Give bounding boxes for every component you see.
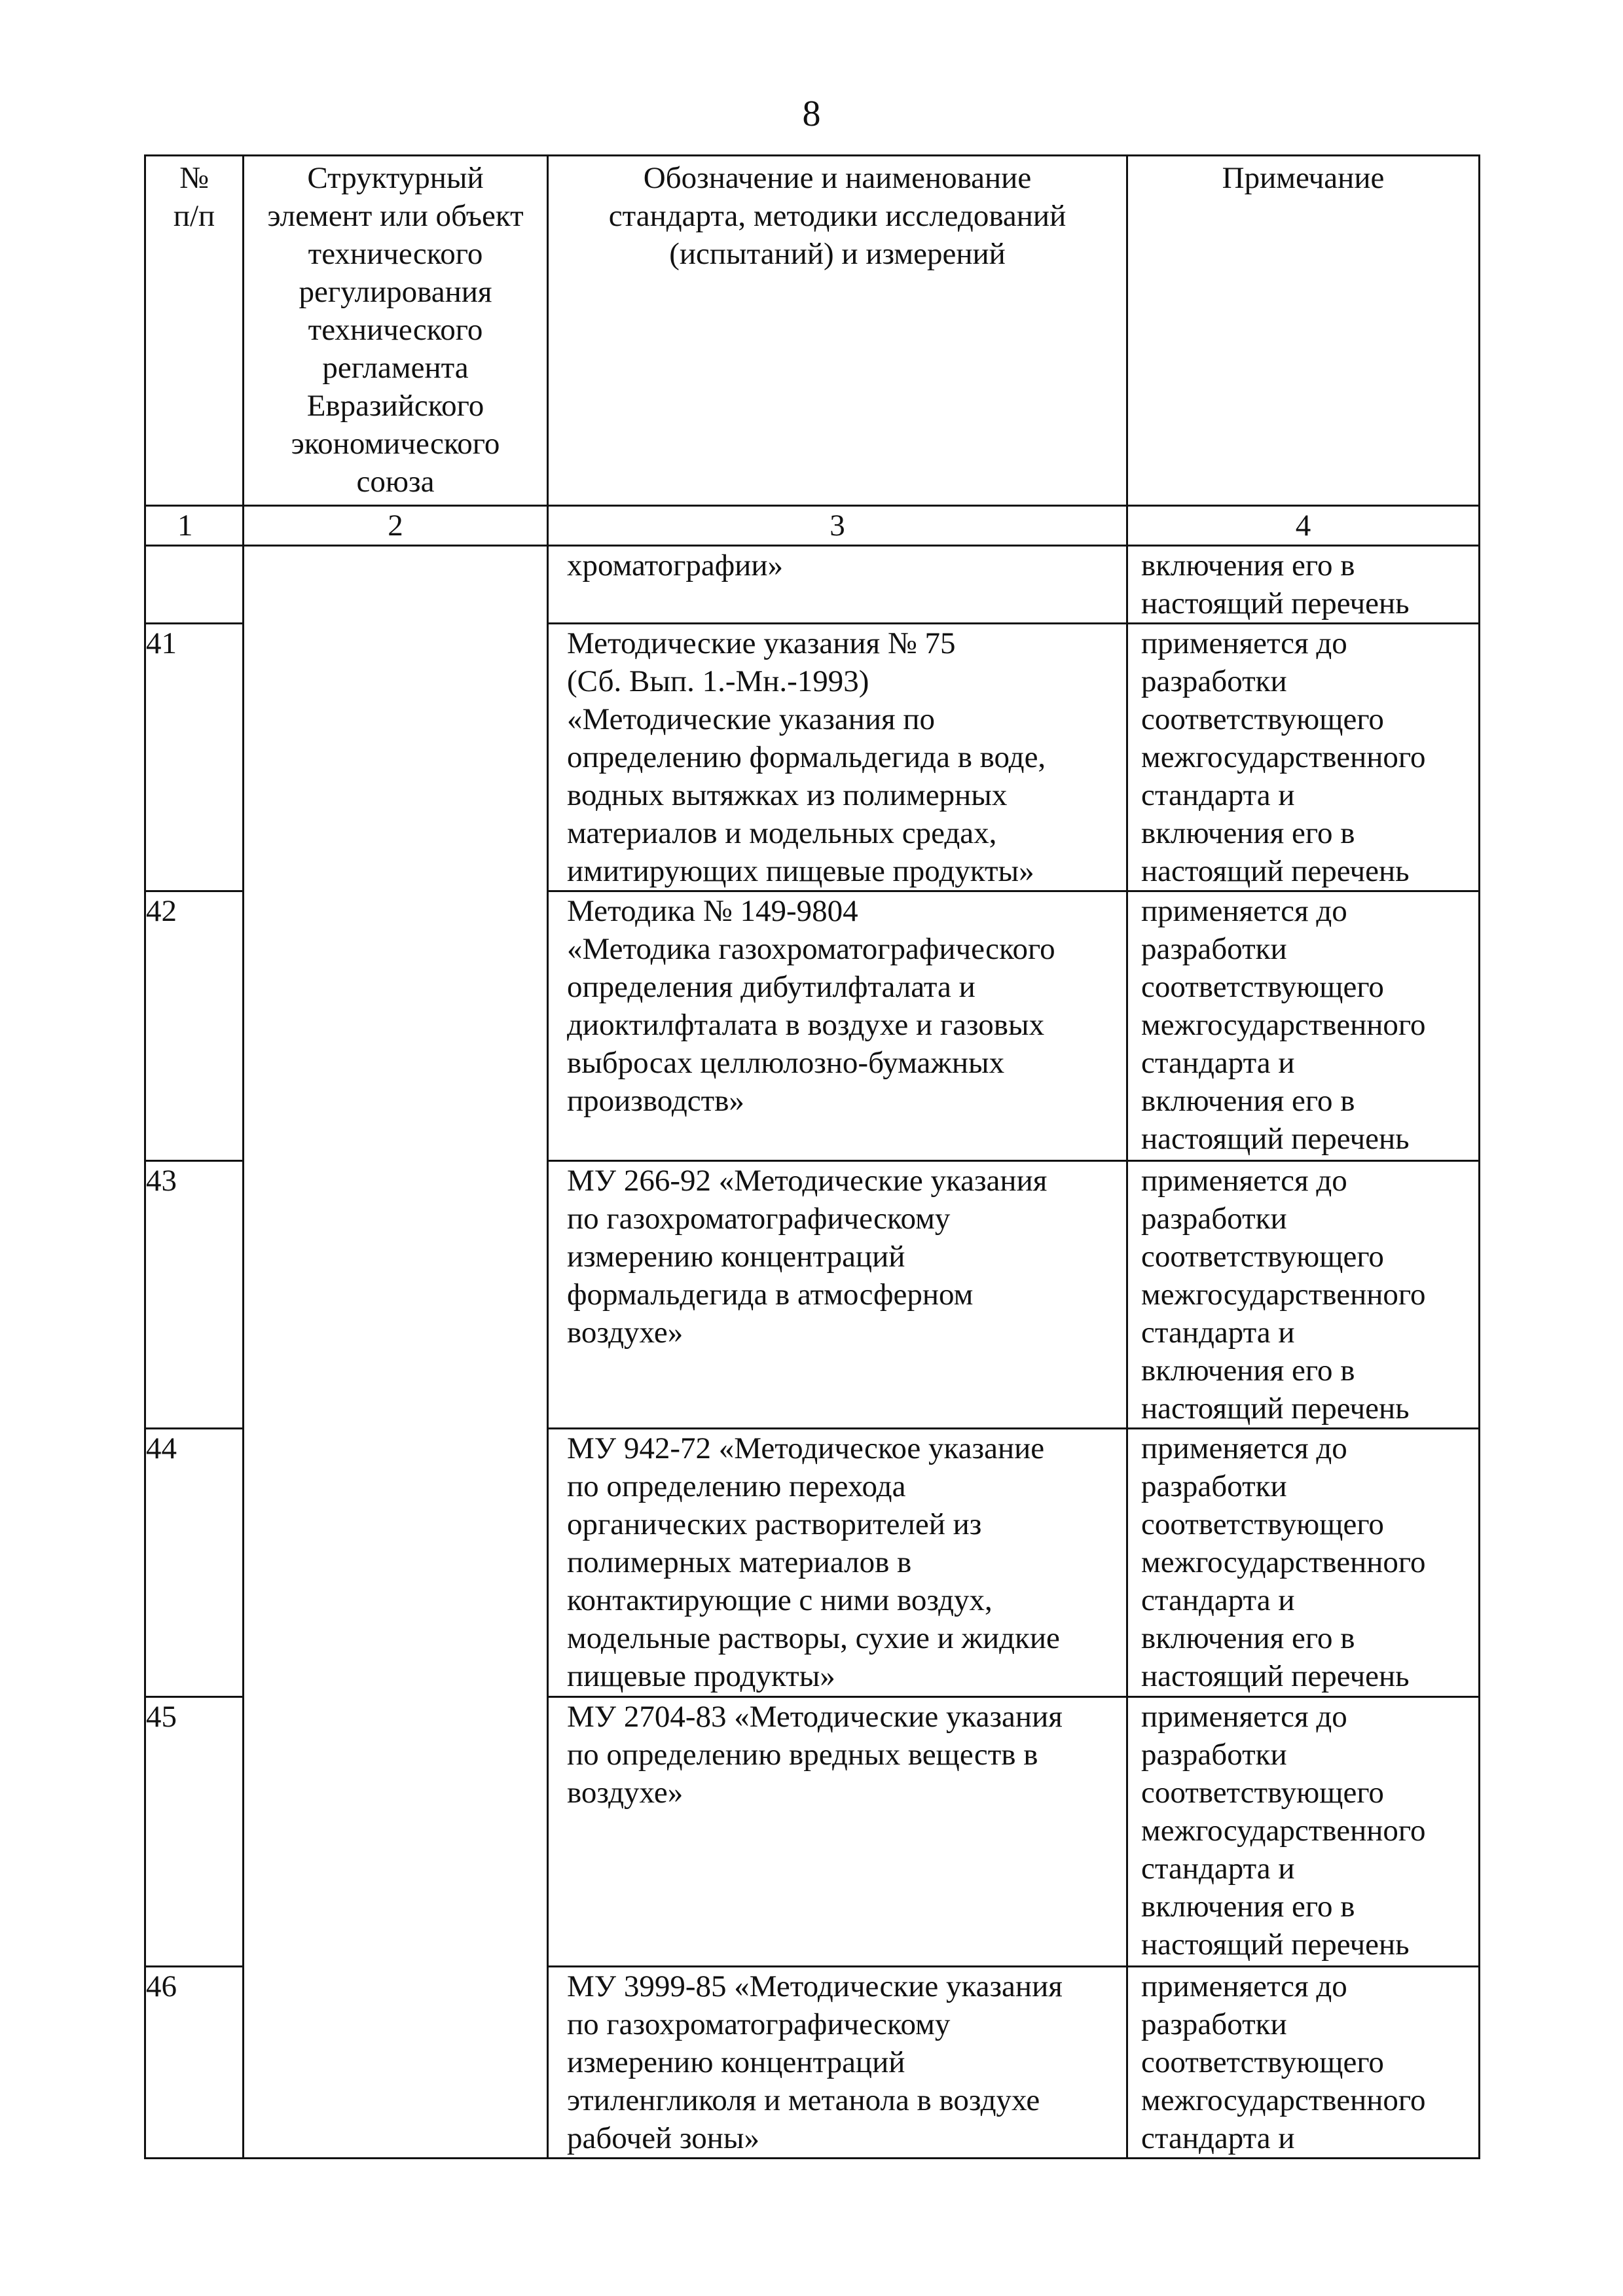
standard-name: МУ 942-72 «Методическое указание по определению перехода органических растворителей из полимерных материалов в контактирующие с ними воздух, модельные растворы, сухие и жидкие пищевые продукты» <box>567 1431 1060 1693</box>
column-number-3: 3 <box>548 506 1127 546</box>
note-cell <box>1127 891 1480 1161</box>
standard-name-cell <box>548 1429 1127 1697</box>
standards-table <box>144 154 1480 2159</box>
standard-name: МУ 266-92 «Методические указания по газохроматографическому измерению концентраций формальдегида в атмосферном воздухе» <box>567 1164 1048 1350</box>
table-header-row <box>145 156 1480 506</box>
note-text: применяется до разработки соответствующего межгосударственного стандарта и включения его в настоящий перечень <box>1141 894 1426 1156</box>
column-number-4: 4 <box>1127 506 1480 546</box>
standard-name-cell <box>548 891 1127 1161</box>
note-text: применяется до разработки соответствующего межгосударственного стандарта и включения его в настоящий перечень <box>1141 1700 1426 1962</box>
header-structural-element-text: Структурный элемент или объект технического регулирования технического регламента Евразийского экономического союза <box>267 161 524 499</box>
standard-name-cell <box>548 1967 1127 2159</box>
header-standard-name-text: Обозначение и наименование стандарта, методики исследований (испытаний) и измерений <box>608 161 1067 271</box>
standard-name-cell <box>548 624 1127 891</box>
standard-name: Методика № 149-9804 «Методика газохроматографического определения дибутилфталата и диоктилфталата в воздухе и газовых выбросах целлюлозно-бумажных производств» <box>567 894 1055 1118</box>
note-text: применяется до разработки соответствующего межгосударственного стандарта и включения его в настоящий перечень <box>1141 1431 1426 1693</box>
structural-element-cell <box>244 546 548 2159</box>
page-number: 8 <box>802 94 821 134</box>
standard-name: МУ 2704-83 «Методические указания по определению вредных веществ в воздухе» <box>567 1700 1063 1810</box>
header-number-text: № п/п <box>173 161 215 233</box>
standard-name-cell <box>548 1697 1127 1967</box>
header-standard-name <box>548 156 1127 506</box>
column-number-1: 1 <box>145 506 244 546</box>
header-note-text: Примечание <box>1222 161 1385 195</box>
note-text: применяется до разработки соответствующего межгосударственного стандарта и включения его в настоящий перечень <box>1141 626 1426 888</box>
standard-name: Методические указания № 75 (Сб. Вып. 1.-Мн.-1993) «Методические указания по определению формальдегида в воде, водных вытяжках из полимерных материалов и модельных средах, имитирующих пищевые продукты» <box>567 626 1046 888</box>
row-number: 41 <box>145 624 244 891</box>
standard-name-cell <box>548 546 1127 624</box>
header-number <box>145 156 244 506</box>
column-number-2: 2 <box>244 506 548 546</box>
row-number: 45 <box>145 1697 244 1967</box>
header-note <box>1127 156 1480 506</box>
row-number: 43 <box>145 1161 244 1429</box>
table-row <box>145 546 1480 624</box>
note-text: включения его в настоящий перечень <box>1141 548 1410 620</box>
standard-name: МУ 3999-85 «Методические указания по газохроматографическому измерению концентраций этиленгликоля и метанола в воздухе рабочей зоны» <box>567 1969 1063 2155</box>
row-number: 44 <box>145 1429 244 1697</box>
row-number <box>145 546 244 624</box>
standard-name-cell <box>548 1161 1127 1429</box>
note-cell <box>1127 1697 1480 1967</box>
note-cell <box>1127 546 1480 624</box>
note-cell <box>1127 1161 1480 1429</box>
note-cell <box>1127 1967 1480 2159</box>
column-numbers-row <box>145 506 1480 546</box>
standard-name: хроматографии» <box>567 548 783 583</box>
note-text: применяется до разработки соответствующего межгосударственного стандарта и <box>1141 1969 1426 2155</box>
note-text: применяется до разработки соответствующего межгосударственного стандарта и включения его в настоящий перечень <box>1141 1164 1426 1426</box>
header-structural-element <box>244 156 548 506</box>
row-number: 46 <box>145 1967 244 2159</box>
note-cell <box>1127 624 1480 891</box>
row-number: 42 <box>145 891 244 1161</box>
note-cell <box>1127 1429 1480 1697</box>
